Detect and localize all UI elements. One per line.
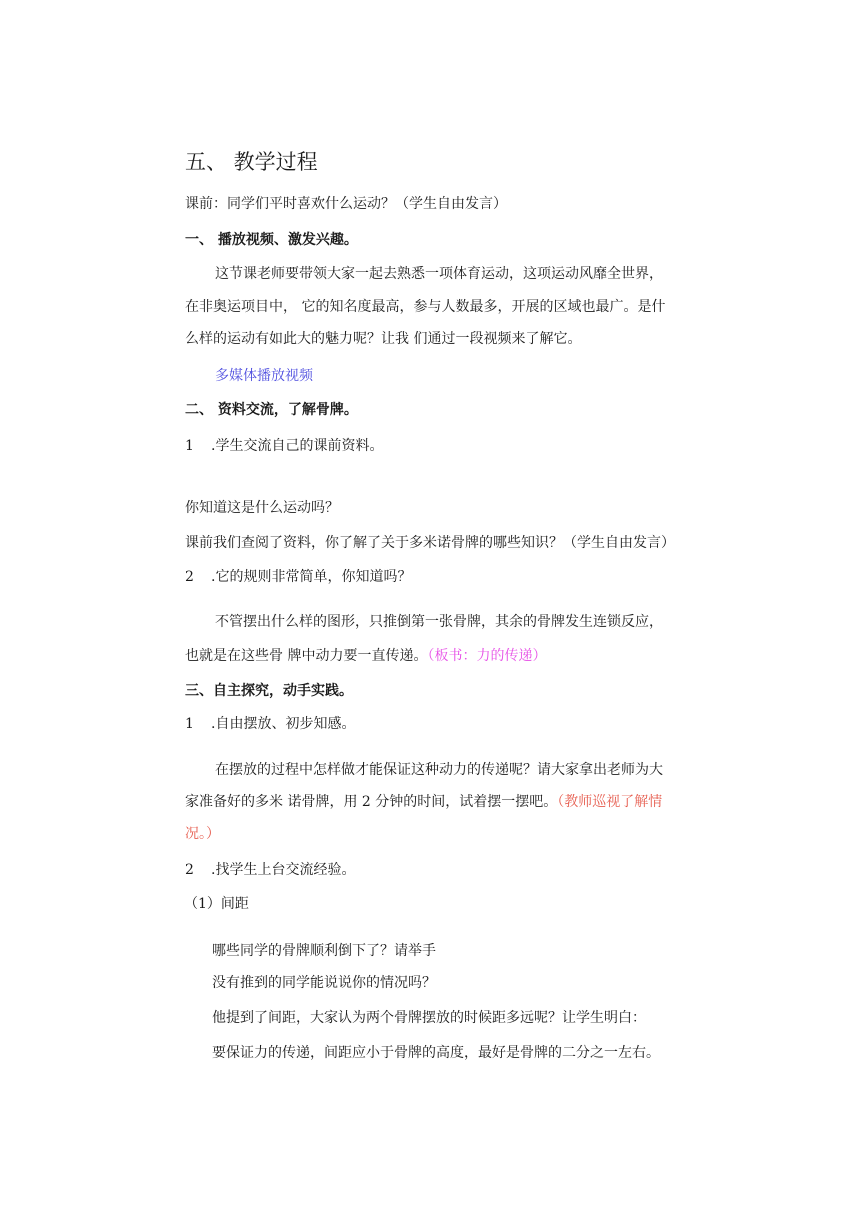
teacher-note: （教师巡视了解情 xyxy=(557,794,663,810)
intro-line: 课前：同学们平时喜欢什么运动？（学生自由发言） xyxy=(185,196,507,212)
part1-paragraph-line: 这节课老师要带领大家一起去熟悉一项体育运动，这项运动风靡全世界， xyxy=(215,266,663,282)
part2-question-2: 课前我们查阅了资料，你了解了关于多米诺骨牌的哪些知识？（学生自由发言） xyxy=(185,535,675,551)
part3-line: 没有推到的同学能说说你的情况吗？ xyxy=(212,975,436,991)
paragraph-text: 家准备好的多米 诺骨牌，用 2 分钟的时间，试着摆一摆吧。 xyxy=(185,794,558,810)
board-note: （板书：力的传递） xyxy=(427,648,547,664)
paragraph-text: 也就是在这些骨 牌中动力要一直传递。 xyxy=(185,648,428,664)
part2-paragraph-line-2 xyxy=(185,646,546,666)
part3-line: 哪些同学的骨牌顺利倒下了？请举手 xyxy=(212,943,436,959)
part3-item-2 xyxy=(185,860,355,880)
part3-paragraph-line-2 xyxy=(185,792,662,812)
subheading-spacing: （1）间距 xyxy=(184,896,249,912)
section-title: 五、 教学过程 xyxy=(185,150,318,174)
item-number: 2 xyxy=(185,862,194,878)
part3-heading: 三、自主探究，动手实践。 xyxy=(185,683,353,699)
item-number: 1 xyxy=(185,438,194,454)
teacher-note-continued: 况。） xyxy=(185,826,220,842)
part1-paragraph-line: 在非奥运项目中， 它的知名度最高，参与人数最多，开展的区域也最广。是什 xyxy=(185,299,666,315)
part2-item-1 xyxy=(185,436,383,456)
item-text: .自由摆放、初步知感。 xyxy=(211,716,356,732)
part2-paragraph-line: 不管摆出什么样的图形，只推倒第一张骨牌，其余的骨牌发生连锁反应， xyxy=(215,614,663,630)
part3-line: 要保证力的传递，间距应小于骨牌的高度，最好是骨牌的二分之一左右。 xyxy=(212,1045,660,1061)
item-text: .学生交流自己的课前资料。 xyxy=(211,438,384,454)
part2-question-1: 你知道这是什么运动吗？ xyxy=(185,500,339,516)
multimedia-note: 多媒体播放视频 xyxy=(215,368,313,384)
part1-heading: 一、 播放视频、激发兴趣。 xyxy=(185,232,358,248)
part2-heading: 二、 资料交流，了解骨牌。 xyxy=(185,402,358,418)
part3-item-1 xyxy=(185,714,355,734)
part3-line: 他提到了间距，大家认为两个骨牌摆放的时候距多远呢？让学生明白： xyxy=(212,1010,646,1026)
item-text: .它的规则非常简单，你知道吗？ xyxy=(211,569,412,585)
item-number: 2 xyxy=(185,569,194,585)
part1-paragraph-line: 么样的运动有如此大的魅力呢？让我 们通过一段视频来了解它。 xyxy=(185,331,582,347)
part2-item-2 xyxy=(185,567,411,587)
item-number: 1 xyxy=(185,716,194,732)
part3-paragraph-line: 在摆放的过程中怎样做才能保证这种动力的传递呢？请大家拿出老师为大 xyxy=(215,762,663,778)
item-text: .找学生上台交流经验。 xyxy=(211,862,356,878)
